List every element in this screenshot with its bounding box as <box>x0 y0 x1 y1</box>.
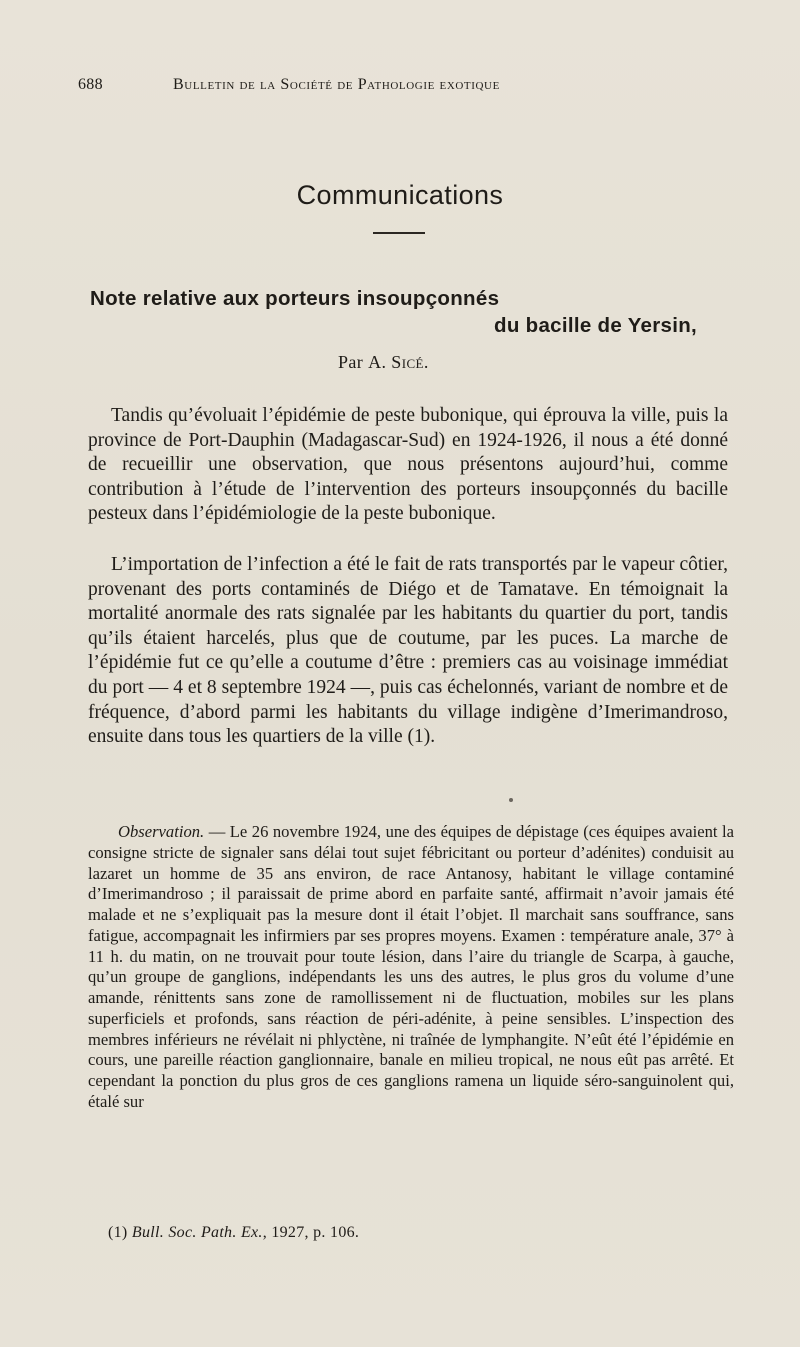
observation-lead: Observation. <box>118 822 205 841</box>
article-title-line-2: du bacille de Yersin, <box>494 314 698 337</box>
author-byline <box>338 352 429 373</box>
body-paragraph-2-block <box>88 553 728 750</box>
footnote-reference: , 1927, p. 106. <box>262 1224 360 1241</box>
observation-paragraph <box>88 822 734 1113</box>
body-paragraph: Tandis qu’évoluait l’épidémie de peste bubonique, qui éprouva la ville, puis la province de Port-Dauphin (Madagascar-Sud) en 1924-1926, il nous a été donné de recueillir une observation, que nous présentons aujourd’hui, comme contribution à l’étude de l’intervention des porteurs insoupçonnés du bacille pesteux dans l’épidémiologie de la peste bubonique. <box>88 405 728 525</box>
footnote-marker: (1) <box>108 1224 128 1241</box>
page-number: 688 <box>78 76 103 93</box>
observation-text: — Le 26 novembre 1924, une des équipes de dépistage (ces équipes avaient la consigne stricte de signaler sans délai tout sujet fébricitant ou porteur d’adénites) conduisit au lazaret un homme de 35 ans environ, de race Antanosy, habitant le village contaminé d’Imerimandroso ; il paraissait de prime abord en parfaite santé, affirmait n’avoir jamais été malade et ne s’expliquait pas la mesure dont il était l’objet. Il marchait sans souffrance, sans fatigue, accompagnait les infirmiers par ses propres moyens. Examen : température anale, 37° à 11 h. du matin, on ne trouvait pour toute lésion, dans l’aire du triangle de Scarpa, à gauche, qu’un groupe de ganglions, indépendants les uns des autres, le plus gros du volume d’une amande, rénittents sans zone de ramollissement ni de fluctuation, mobiles sur les plans superficiels et profonds, sans réaction de péri-adénite, à peine sensibles. L’inspection des membres inférieurs ne révélait ni phlyctène, ni traînée de lymphangite. N’eût été l’épidémie en cours, une pareille réaction ganglionnaire, banale en milieu tropical, ne nous eût pas arrêté. Et cependant la ponction du plus gros de ces ganglions ramena un liquide séro-sanguinolent qui, étalé sur <box>88 822 734 1111</box>
ink-speck <box>509 798 513 802</box>
observation-block <box>88 822 734 1113</box>
section-title: Communications <box>296 180 504 210</box>
journal-title: Bulletin de la Société de Pathologie exotique <box>173 76 500 93</box>
byline-prefix: Par <box>338 352 364 372</box>
footnote <box>108 1224 359 1242</box>
footnote-source: Bull. Soc. Path. Ex. <box>131 1224 263 1241</box>
body-paragraph: L’importation de l’infection a été le fait de rats transportés par le vapeur côtier, provenant des ports contaminés de Diégo et de Tamatave. En témoignait la mortalité anormale des rats signalée par les habitants du quartier du port, tandis qu’ils étaient harcelés, plus que de coutume, par les puces. La marche de l’épidémie fut ce qu’elle a coutume d’être : premiers cas au voisinage immédiat du port — 4 et 8 septembre 1924 —, puis cas échelonnés, variant de nombre et de fréquence, d’abord parmi les habitants du village indigène d’Imerimandroso, ensuite dans tous les quartiers de la ville (1). <box>88 554 728 748</box>
body-paragraph-1-block <box>88 404 728 527</box>
title-divider <box>373 232 425 234</box>
author-name: A. Sicé. <box>368 352 429 372</box>
article-title-line-1: Note relative aux porteurs insoupçonnés <box>90 287 500 310</box>
